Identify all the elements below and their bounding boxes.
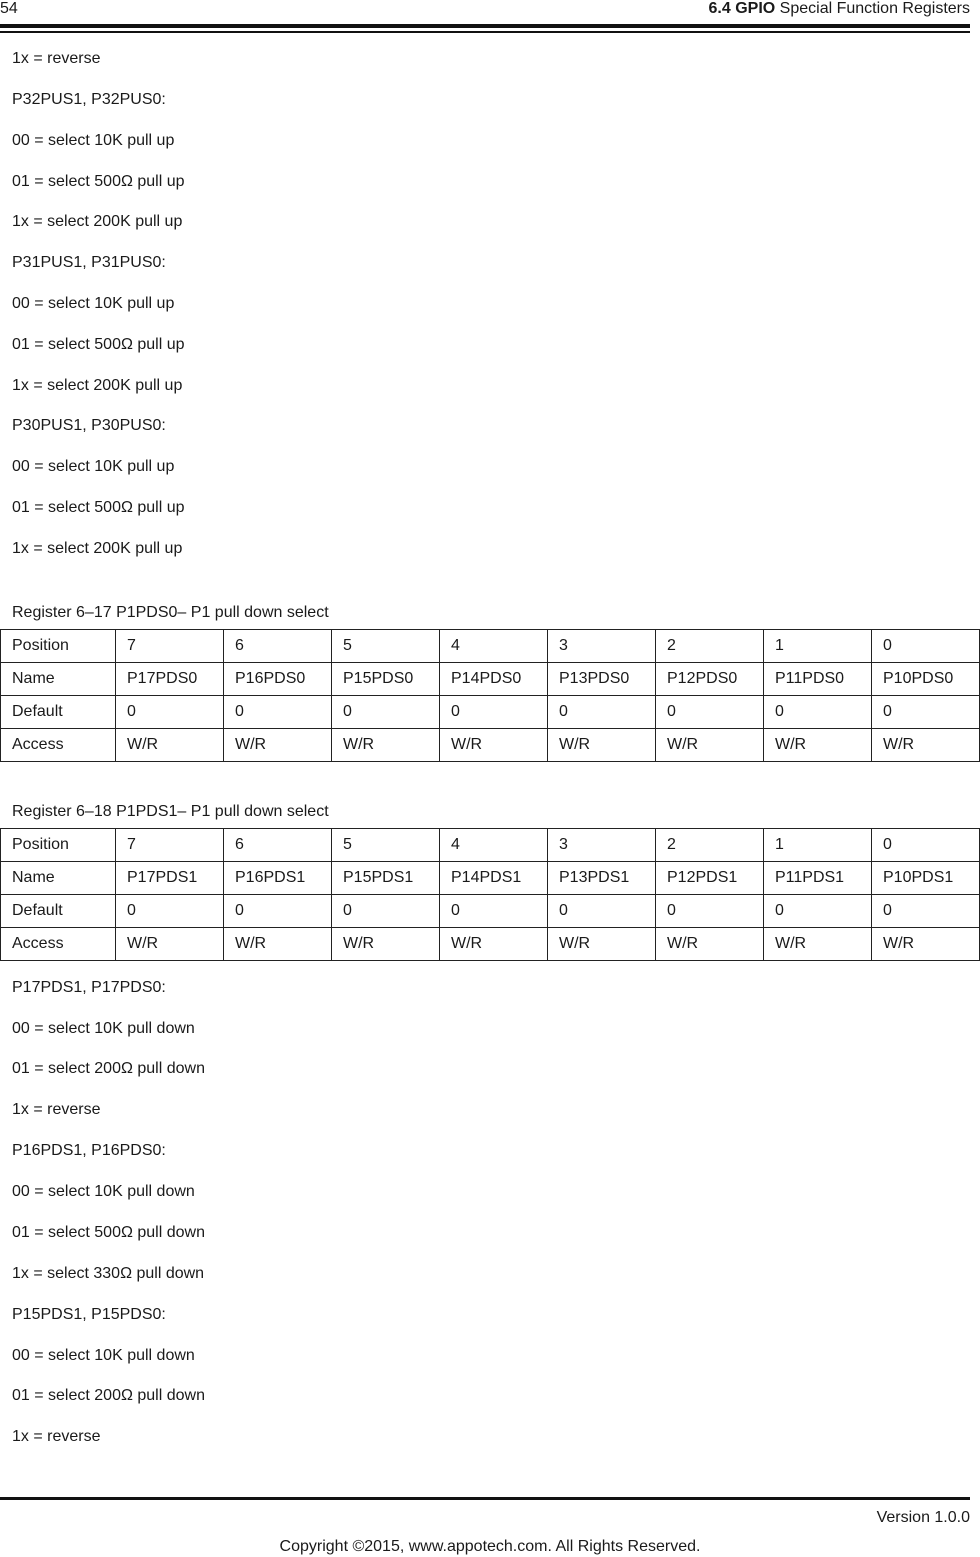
text-line: 00 = select 10K pull up: [12, 132, 175, 149]
text-line: 01 = select 500Ω pull up: [12, 336, 185, 353]
table-cell: W/R: [656, 928, 764, 961]
table-cell: P15PDS0: [332, 663, 440, 696]
table-cell: W/R: [440, 729, 548, 762]
table-cell: 0: [332, 696, 440, 729]
table-cell: 6: [224, 829, 332, 862]
table-row: [1, 928, 980, 961]
table-cell: 0: [224, 696, 332, 729]
table-cell: 0: [116, 696, 224, 729]
table-cell: W/R: [872, 928, 980, 961]
page-header: [0, 0, 980, 40]
register-18-caption: Register 6–18 P1PDS1– P1 pull down select: [12, 803, 329, 820]
table-cell: W/R: [656, 729, 764, 762]
row-header: Access: [1, 928, 116, 961]
text-line: 00 = select 10K pull up: [12, 295, 175, 312]
text-line: 01 = select 200Ω pull down: [12, 1060, 205, 1077]
row-header: Position: [1, 630, 116, 663]
table-row: [1, 729, 980, 762]
table-cell: P17PDS0: [116, 663, 224, 696]
table-cell: 0: [872, 895, 980, 928]
table-cell: W/R: [116, 928, 224, 961]
table-cell: W/R: [116, 729, 224, 762]
table-cell: W/R: [332, 928, 440, 961]
row-header: Access: [1, 729, 116, 762]
table-cell: P17PDS1: [116, 862, 224, 895]
table-cell: P10PDS1: [872, 862, 980, 895]
table-row: [1, 829, 980, 862]
section-title-rest: Special Function Registers: [775, 0, 970, 17]
table-row: [1, 862, 980, 895]
table-row: [1, 663, 980, 696]
table-cell: P13PDS1: [548, 862, 656, 895]
text-line: 01 = select 500Ω pull up: [12, 499, 185, 516]
table-cell: 5: [332, 829, 440, 862]
table-cell: 0: [656, 696, 764, 729]
text-line: P31PUS1, P31PUS0:: [12, 254, 166, 271]
table-cell: 4: [440, 829, 548, 862]
table-cell: P10PDS0: [872, 663, 980, 696]
table-cell: 0: [548, 696, 656, 729]
text-line: 00 = select 10K pull down: [12, 1183, 195, 1200]
text-line: P16PDS1, P16PDS0:: [12, 1142, 166, 1159]
table-cell: W/R: [332, 729, 440, 762]
table-cell: 0: [548, 895, 656, 928]
text-line: 1x = select 330Ω pull down: [12, 1265, 205, 1282]
table-cell: 1: [764, 829, 872, 862]
table-cell: 2: [656, 829, 764, 862]
section-title-bold: 6.4 GPIO: [708, 0, 776, 17]
table-cell: P14PDS1: [440, 862, 548, 895]
footer-rule: [0, 1497, 970, 1500]
table-cell: 3: [548, 829, 656, 862]
table-cell: W/R: [764, 928, 872, 961]
text-line: 1x = select 200K pull up: [12, 213, 183, 230]
table-cell: P12PDS0: [656, 663, 764, 696]
table-cell: 2: [656, 630, 764, 663]
table-cell: 6: [224, 630, 332, 663]
text-line: 00 = select 10K pull down: [12, 1347, 195, 1364]
text-line: P17PDS1, P17PDS0:: [12, 979, 166, 996]
table-cell: 0: [872, 696, 980, 729]
table-cell: 0: [872, 630, 980, 663]
register-17-table: [0, 629, 980, 762]
table-cell: P15PDS1: [332, 862, 440, 895]
table-cell: 7: [116, 829, 224, 862]
row-header: Default: [1, 696, 116, 729]
page-number: 54: [0, 0, 18, 17]
table-cell: P16PDS0: [224, 663, 332, 696]
text-line: 1x = reverse: [12, 1101, 101, 1118]
table-cell: 0: [656, 895, 764, 928]
header-rule-thick: [0, 24, 970, 28]
row-header: Default: [1, 895, 116, 928]
table-row: [1, 696, 980, 729]
text-line: 00 = select 10K pull up: [12, 458, 175, 475]
table-cell: 7: [116, 630, 224, 663]
table-row: [1, 630, 980, 663]
section-title: [709, 0, 970, 18]
table-cell: P13PDS0: [548, 663, 656, 696]
table-cell: 0: [116, 895, 224, 928]
table-cell: W/R: [764, 729, 872, 762]
text-line: P30PUS1, P30PUS0:: [12, 417, 166, 434]
copyright-notice: Copyright ©2015, www.appotech.com. All Rights Reserved.: [279, 1538, 701, 1555]
text-line: 1x = reverse: [12, 1428, 101, 1445]
table-cell: 0: [440, 895, 548, 928]
table-cell: W/R: [224, 928, 332, 961]
row-header: Name: [1, 862, 116, 895]
table-cell: 0: [224, 895, 332, 928]
text-line: 1x = select 200K pull up: [12, 540, 183, 557]
table-cell: 0: [332, 895, 440, 928]
register-17-caption: Register 6–17 P1PDS0– P1 pull down select: [12, 604, 329, 621]
table-cell: 0: [872, 829, 980, 862]
table-cell: P11PDS1: [764, 862, 872, 895]
text-line: 1x = reverse: [12, 50, 101, 67]
table-cell: P11PDS0: [764, 663, 872, 696]
table-cell: W/R: [872, 729, 980, 762]
table-cell: 5: [332, 630, 440, 663]
table-cell: P12PDS1: [656, 862, 764, 895]
text-line: 1x = select 200K pull up: [12, 377, 183, 394]
table-cell: 0: [764, 895, 872, 928]
table-cell: 0: [440, 696, 548, 729]
text-line: P32PUS1, P32PUS0:: [12, 91, 166, 108]
table-cell: W/R: [548, 729, 656, 762]
row-header: Position: [1, 829, 116, 862]
table-row: [1, 895, 980, 928]
table-cell: 0: [764, 696, 872, 729]
table-cell: W/R: [548, 928, 656, 961]
table-cell: 3: [548, 630, 656, 663]
text-line: 01 = select 200Ω pull down: [12, 1387, 205, 1404]
table-cell: W/R: [224, 729, 332, 762]
table-cell: W/R: [440, 928, 548, 961]
text-line: 01 = select 500Ω pull up: [12, 173, 185, 190]
table-cell: P16PDS1: [224, 862, 332, 895]
text-line: 00 = select 10K pull down: [12, 1020, 195, 1037]
text-line: 01 = select 500Ω pull down: [12, 1224, 205, 1241]
table-cell: 4: [440, 630, 548, 663]
table-cell: P14PDS0: [440, 663, 548, 696]
row-header: Name: [1, 663, 116, 696]
header-rule-thin: [0, 31, 970, 33]
table-cell: 1: [764, 630, 872, 663]
register-18-table: [0, 828, 980, 961]
version-label: Version 1.0.0: [876, 1509, 970, 1526]
text-line: P15PDS1, P15PDS0:: [12, 1306, 166, 1323]
